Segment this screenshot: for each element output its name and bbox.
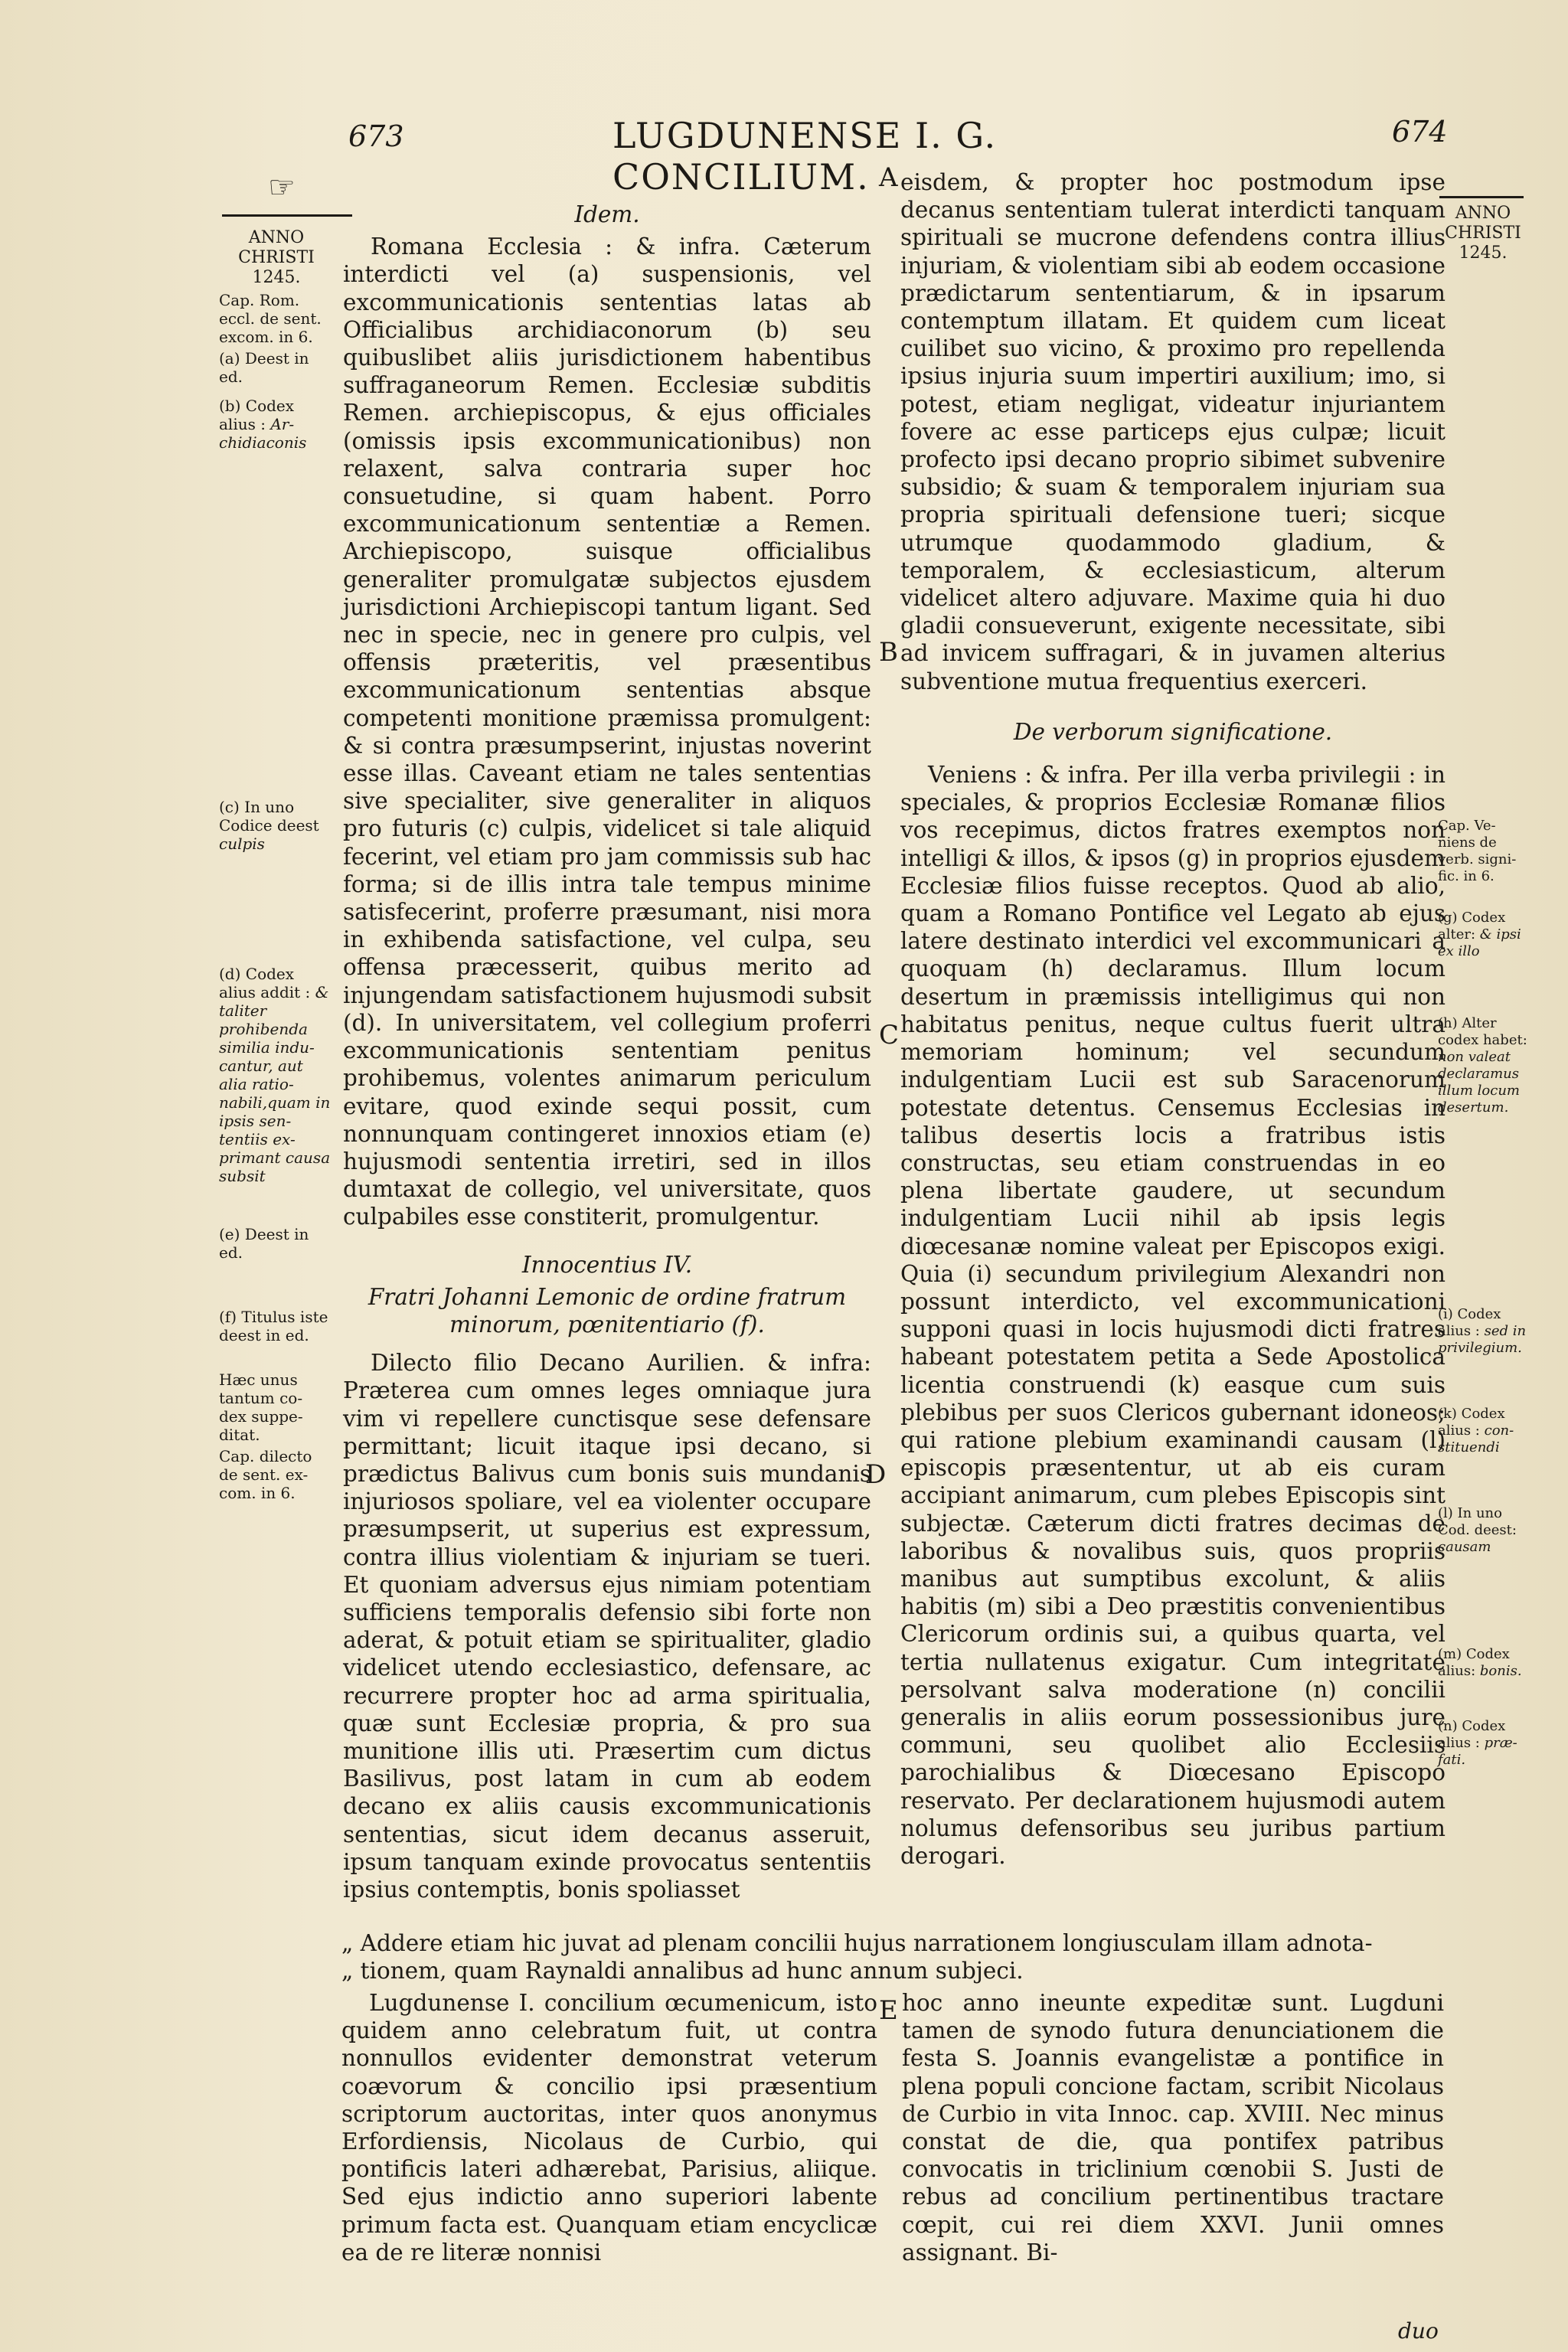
running-header xyxy=(0,115,1568,198)
note-g-italic: & ipsi ex illo xyxy=(1438,926,1521,959)
note-m-lead: (m) Codex alius: xyxy=(1438,1646,1510,1679)
section-letter-e: E xyxy=(879,1995,898,2026)
section-letter-c: C xyxy=(879,1020,900,1050)
note-l-lead: (l) In uno Cod. deest: xyxy=(1438,1505,1517,1538)
year-label: 1245. xyxy=(1459,243,1508,263)
page-number-right: 674 xyxy=(1392,115,1448,149)
paragraph: Romana Ecclesia : & infra. Cæterum interdicti vel (a) suspensionis, vel excommunicationis sententias latas ab Officialibus archidiaconorum (b) seu quibuslibet aliis jurisdictionem habentibus suffraganeorum Remen. Ecclesiæ subditis Remen. archiepiscopus, & ejus officiales (omissis ipsis excommunicationibus) non relaxent, salva contraria super hoc consuetudine, si quam habent. Porro excommunicationum sententiæ a Remen. Archiepiscopo, suisque officialibus generaliter promulgatæ subjectos ejusdem jurisdictioni Archiepiscopi tantum ligant. Sed nec in specie, nec in genere pro culpis, vel offensis præteritis, vel præsentibus excommunicationum sententias absque competenti monitione præmissa promulgent: & si contra præsumpserint, injustas noverint esse illas. Caveant etiam ne tales sententias sive specialiter, sive generaliter in aliquos pro futuris (c) culpis, videlicet si tale aliquid fecerint, vel etiam pro jam commissis sub hac forma; si de illis intra tale tempus minime satisfecerint, proferre præsumant, nisi mora in exhibenda satisfactione, vel culpa, seu offensa præcesserit, quibus merito ad injungendam satisfactionem hujusmodi subsit (d). In universitatem, vel collegium proferri excommunicationis sententiam penitus prohibemus, volentes animarum periculum evitare, quod exinde sequi possit, cum nonnunquam contingeret innoxios etiam (e) hujusmodi sententia irretiri, sed in illos dumtaxat de collegio, vel universitate, quos culpabiles esse constiterit, promulgentur. xyxy=(343,234,871,1230)
note-n-lead: (n) Codex alius : xyxy=(1438,1718,1506,1751)
note-i-italic: sed in privilegium. xyxy=(1438,1323,1527,1356)
right-column xyxy=(900,168,1446,1870)
margin-note-n xyxy=(1438,1718,1528,1769)
margin-anno-left xyxy=(219,228,334,288)
section-letter-b: B xyxy=(879,637,898,668)
note-b-lead: (b) Codex alius : xyxy=(219,397,295,433)
section-heading-verborum: De verborum significatione. xyxy=(1013,718,1333,745)
note-l-italic: causam xyxy=(1438,1539,1491,1555)
note-m-italic: bonis. xyxy=(1479,1663,1522,1679)
editorial-note xyxy=(341,1929,1444,1984)
margin-note-c xyxy=(219,798,334,853)
note-c-lead: (c) In uno Codice deest xyxy=(219,798,319,835)
note-n-italic: præ- fati. xyxy=(1438,1735,1517,1768)
paragraph: hoc anno ineunte expeditæ sunt. Lugduni tamen de synodo futura denunciationem die festa S. Joannis evangelistæ a pontifice in plena populi concione factam, scribit Nicolaus de Curbio in vita Innoc. cap. XVIII. Nec minus constat de die, qua pontifex patribus convocatis in triclinium cœnobii S. Justi de rebus ad concilium pertinentibus tractare cœpit, cui rei diem XXVI. Junii omnes assignant. Bi- xyxy=(902,1990,1444,2265)
page-number-left: 673 xyxy=(348,119,404,153)
note-k-lead: (k) Codex alius : xyxy=(1438,1406,1505,1439)
christi-label: CHRISTI xyxy=(238,248,315,267)
paragraph: Dilecto filio Decano Aurilien. & infra: Præterea cum omnes leges omniaque jura vim vi repellere cunctisque sese defensare permittant; licuit itaque ipsi decano, si prædictus Balivus cum bonis suis mundanis injuriosos spoliare, vel ea violenter occupare præsumpserit, ut superius est expressum, contra illius violentiam & injuriam se tueri. Et quoniam adversus ejus nimiam potentiam sufficiens temporalis defensio sibi forte non aderat, & potuit etiam se spiritualiter, gladio videlicet utendo ecclesiastico, defensare, ac recurrere propter hoc ad arma spiritualia, quæ sunt Ecclesiæ propria, & pro sua munitione illis uti. Præsertim cum dictus Basilivus, post latam in cum ab eodem decano ex aliis causis excommunicationis sententias, sicut idem decanus asseruit, ipsum tanquam exinde provocatus sententiis ipsius contemptis, bonis spoliasset xyxy=(343,1350,871,1903)
margin-ref-left-1: Cap. Rom. eccl. de sent. excom. in 6. xyxy=(219,291,322,346)
bottom-left-column xyxy=(341,1989,877,2266)
christi-label: CHRISTI xyxy=(1445,224,1521,243)
note-c-italic: culpis xyxy=(219,835,265,853)
paragraph: eisdem, & propter hoc postmodum ipse decanus sententiam tulerat interdicti tanquam spirituali se mucrone defendens contra illius injuriam, & violentiam sibi ab eodem occasione prædictarum sententiarum, & in ipsarum contemptum illatam. Et quidem cum liceat cuilibet suo vicino, & proximo pro repellenda ipsius injuria suum impertiri auxilium; imo, si potest, etiam negligat, videatur injuriantem fovere ac esse particeps ejus culpæ; licuit profecto ipsi decano proprio sibimet subvenire subsidio; & suam & temporalem injuriam sua propria spirituali defensione tueri; sicque utrumque quodammodo gladium, & temporalem, & ecclesiasticum, alterum videlicet altero adjuvare. Maxime quia hi duo gladii consueverunt, exigente necessitate, sibi ad invicem suffragari, & in juvamen alterius subventione mutua frequentius exerceri. xyxy=(900,169,1446,694)
margin-note-b xyxy=(219,397,334,452)
margin-note-f: (f) Titulus iste deest in ed. xyxy=(219,1308,328,1344)
margin-note-a: (a) Deest in ed. xyxy=(219,349,309,386)
running-title: LUGDUNENSE I. G. CONCILIUM. xyxy=(612,115,998,198)
margin-note-i xyxy=(1438,1306,1528,1357)
margin-note-h xyxy=(1438,1015,1528,1116)
anno-label: ANNO xyxy=(1455,204,1511,223)
pointing-hand-icon: ☞ xyxy=(268,170,296,205)
anno-label: ANNO xyxy=(248,228,305,247)
note-h-lead: (h) Alter codex habet: xyxy=(1438,1015,1527,1048)
margin-note-m xyxy=(1438,1646,1528,1680)
note-d-italic: & taliter prohibenda similia indu- cantur, aut alia ratio- nabili,quam in ipsis sen- tentiis ex- primant causa subsit xyxy=(219,983,331,1185)
margin-anno-right xyxy=(1438,204,1528,263)
bottom-right-column xyxy=(902,1989,1444,2266)
left-column xyxy=(343,196,871,1903)
note-h-italic: non valeat declaramus illum locum desertum. xyxy=(1438,1049,1520,1116)
note-k-italic: con- stituendi xyxy=(1438,1423,1514,1455)
margin-note-e: (e) Deest in ed. xyxy=(219,1225,309,1262)
margin-note-g xyxy=(1438,910,1528,960)
note-g-lead: (g) Codex alter: xyxy=(1438,910,1506,942)
margin-note-l xyxy=(1438,1505,1528,1556)
margin-note-hac: Hæc unus tantum co- dex suppe- ditat. xyxy=(219,1370,303,1444)
section-letter-a: A xyxy=(879,162,898,193)
section-heading-innocentius: Innocentius IV. xyxy=(521,1251,693,1278)
section-heading-idem: Idem. xyxy=(574,201,640,227)
paragraph: Veniens : & infra. Per illa verba privilegii : in speciales, & proprios Ecclesiæ Romanæ filios vos recepimus, dictos fratres exemptos non intelligi & illos, & ipsos (g) in proprios ejusdem Ecclesiæ filios fuisse receptos. Quod ab alio, quam a Romano Pontifice vel Legato ab ejus latere destinato interdici vel excommunicari a quoquam (h) declaramus. Illum locum desertum in præmissis intelligimus qui non habitatus penitus, neque cultus fuerit ultra memoriam hominum; vel secundum indulgentiam Lucii est sub Saracenorum potestate detentus. Censemus Ecclesias in talibus desertis locis a fratribus istis constructas, seu etiam construendas in eo plena libertate gaudere, ut secundum indulgentiam Lucii nihil ab ipsis legis diœcesanæ nomine valeat per Episcopos exigi. Quia (i) secundum privilegium Alexandri non possunt interdicto, vel excommunicationi supponi quasi in locis hujusmodi dicti fratres habeant potestatem petita a Sede Apostolica licentia construendi (k) easque cum suis plebibus per suos Clericos gubernant idoneos; qui ratione plebium examinandi causam (l) episcopis præsententur, ut ab eis curam accipiant animarum, cum plebes Episcopis sint subjectæ. Cæterum dicti fratres decimas de laboribus & novalibus suis, quos propriis manibus aut sumptibus excolunt, & aliis habitis (m) sibi a Deo præstitis convenientibus Clericorum ordinis sui, a quibus quarta, vel tertia nullatenus exigatur. Cum integritate persolvant salva moderatione (n) concilii generalis in aliis eorum possessionibus jure communi, seu quolibet alio Ecclesiis parochialibus & Diœcesano Episcopo reservato. Per declarationem hujusmodi autem nolumus defensoribus seu juribus partium derogari. xyxy=(900,762,1446,1869)
note-d-lead: (d) Codex alius addit : xyxy=(219,965,311,1001)
margin-ref-left-2: Cap. dilecto de sent. ex- com. in 6. xyxy=(219,1447,312,1502)
section-subheading: Fratri Johanni Lemonic de ordine fratrum minorum, pœnitentiario (f). xyxy=(368,1283,847,1338)
paragraph: Lugdunense I. concilium œcumenicum, isto quidem anno celebratum fuit, ut contra nonnullos evidenter demonstrat veterum coævorum & concilio ipsi præsentium scriptorum auctoritas, inter quos anonymus Erfordiensis, Nicolaus de Curbio, qui pontificis lateri adhærebat, Parisius, aliique. Sed ejus indictio anno superiori labente primum facta est. Quanquam etiam encyclicæ ea de re literæ nonnisi xyxy=(341,1990,877,2265)
catchword: duo xyxy=(1398,2318,1439,2344)
margin-rule-left xyxy=(222,214,352,217)
quote-line: „ tionem, quam Raynaldi annalibus ad hunc annum subjeci. xyxy=(341,1958,1024,1984)
note-i-lead: (i) Codex alius : xyxy=(1438,1306,1501,1339)
margin-note-k xyxy=(1438,1406,1528,1456)
margin-note-d xyxy=(219,965,334,1185)
margin-rule-right xyxy=(1439,196,1524,198)
quote-line: „ Addere etiam hic juvat ad plenam concilii hujus narrationem longiusculam illam adnota- xyxy=(341,1930,1373,1956)
margin-ref-right-1: Cap. Ve- niens de verb. signi- fic. in 6. xyxy=(1438,818,1517,884)
year-label: 1245. xyxy=(252,268,301,287)
note-b-italic: Ar- chidiaconis xyxy=(219,415,307,452)
section-letter-d: D xyxy=(865,1459,887,1490)
